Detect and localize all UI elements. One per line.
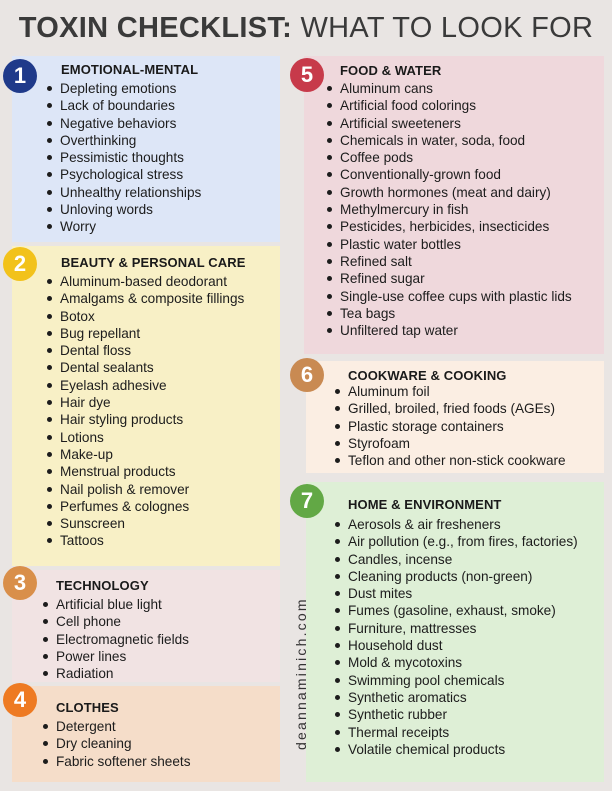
list-item: Perfumes & colognes bbox=[46, 498, 244, 515]
list-item: Artificial blue light bbox=[42, 596, 189, 613]
section-heading: COOKWARE & COOKING bbox=[348, 368, 507, 383]
list-item: Methylmercury in fish bbox=[326, 201, 572, 218]
title-rest: WHAT TO LOOK FOR bbox=[292, 12, 594, 44]
section-heading: CLOTHES bbox=[56, 700, 119, 715]
list-item: Styrofoam bbox=[334, 435, 566, 452]
item-list bbox=[42, 596, 189, 682]
list-item: Aluminum cans bbox=[326, 80, 572, 97]
section-number-badge: 4 bbox=[3, 683, 37, 717]
list-item: Artificial sweeteners bbox=[326, 115, 572, 132]
list-item: Depleting emotions bbox=[46, 80, 201, 97]
list-item: Botox bbox=[46, 308, 244, 325]
list-item: Dental floss bbox=[46, 342, 244, 359]
list-item: Growth hormones (meat and dairy) bbox=[326, 184, 572, 201]
list-item: Teflon and other non-stick cookware bbox=[334, 452, 566, 469]
item-list bbox=[334, 383, 566, 469]
list-item: Negative behaviors bbox=[46, 115, 201, 132]
list-item: Swimming pool chemicals bbox=[334, 672, 578, 689]
list-item: Bug repellant bbox=[46, 325, 244, 342]
list-item: Unfiltered tap water bbox=[326, 322, 572, 339]
list-item: Lotions bbox=[46, 429, 244, 446]
list-item: Refined salt bbox=[326, 253, 572, 270]
list-item: Worry bbox=[46, 218, 201, 235]
list-item: Aerosols & air fresheners bbox=[334, 516, 578, 533]
section-beauty-personal-care bbox=[12, 246, 280, 566]
list-item: Thermal receipts bbox=[334, 724, 578, 741]
list-item: Psychological stress bbox=[46, 166, 201, 183]
section-heading: FOOD & WATER bbox=[340, 63, 442, 78]
list-item: Single-use coffee cups with plastic lids bbox=[326, 288, 572, 305]
list-item: Chemicals in water, soda, food bbox=[326, 132, 572, 149]
list-item: Pesticides, herbicides, insecticides bbox=[326, 218, 572, 235]
list-item: Dental sealants bbox=[46, 359, 244, 376]
list-item: Aluminum foil bbox=[334, 383, 566, 400]
list-item: Aluminum-based deodorant bbox=[46, 273, 244, 290]
section-heading: EMOTIONAL-MENTAL bbox=[61, 62, 199, 77]
list-item: Make-up bbox=[46, 446, 244, 463]
list-item: Unhealthy relationships bbox=[46, 184, 201, 201]
list-item: Fabric softener sheets bbox=[42, 753, 191, 770]
list-item: Cell phone bbox=[42, 613, 189, 630]
section-number-badge: 2 bbox=[3, 247, 37, 281]
list-item: Lack of boundaries bbox=[46, 97, 201, 114]
list-item: Air pollution (e.g., from fires, factories) bbox=[334, 533, 578, 550]
list-item: Cleaning products (non-green) bbox=[334, 568, 578, 585]
item-list bbox=[46, 273, 244, 550]
list-item: Menstrual products bbox=[46, 463, 244, 480]
list-item: Hair styling products bbox=[46, 411, 244, 428]
section-number-badge: 6 bbox=[290, 358, 324, 392]
section-heading: TECHNOLOGY bbox=[56, 578, 149, 593]
list-item: Coffee pods bbox=[326, 149, 572, 166]
list-item: Overthinking bbox=[46, 132, 201, 149]
list-item: Furniture, mattresses bbox=[334, 620, 578, 637]
list-item: Detergent bbox=[42, 718, 191, 735]
list-item: Unloving words bbox=[46, 201, 201, 218]
list-item: Fumes (gasoline, exhaust, smoke) bbox=[334, 602, 578, 619]
list-item: Mold & mycotoxins bbox=[334, 654, 578, 671]
list-item: Dry cleaning bbox=[42, 735, 191, 752]
section-number-badge: 1 bbox=[3, 59, 37, 93]
title-bold: TOXIN CHECKLIST: bbox=[18, 12, 293, 44]
list-item: Plastic water bottles bbox=[326, 236, 572, 253]
section-clothes bbox=[12, 686, 280, 782]
list-item: Eyelash adhesive bbox=[46, 377, 244, 394]
section-emotional-mental bbox=[12, 56, 280, 242]
section-heading: HOME & ENVIRONMENT bbox=[348, 497, 502, 512]
list-item: Tattoos bbox=[46, 532, 244, 549]
list-item: Plastic storage containers bbox=[334, 418, 566, 435]
section-food-water bbox=[300, 56, 604, 354]
section-cookware-cooking bbox=[300, 361, 604, 473]
list-item: Tea bags bbox=[326, 305, 572, 322]
list-item: Candles, incense bbox=[334, 551, 578, 568]
list-item: Power lines bbox=[42, 648, 189, 665]
section-heading: BEAUTY & PERSONAL CARE bbox=[61, 255, 246, 270]
list-item: Synthetic aromatics bbox=[334, 689, 578, 706]
list-item: Amalgams & composite fillings bbox=[46, 290, 244, 307]
list-item: Grilled, broiled, fried foods (AGEs) bbox=[334, 400, 566, 417]
list-item: Nail polish & remover bbox=[46, 481, 244, 498]
list-item: Radiation bbox=[42, 665, 189, 682]
item-list bbox=[42, 718, 191, 770]
list-item: Refined sugar bbox=[326, 270, 572, 287]
item-list bbox=[334, 516, 578, 758]
list-item: Synthetic rubber bbox=[334, 706, 578, 723]
list-item: Conventionally-grown food bbox=[326, 166, 572, 183]
list-item: Sunscreen bbox=[46, 515, 244, 532]
website-url: deannaminich.com bbox=[293, 597, 309, 750]
list-item: Dust mites bbox=[334, 585, 578, 602]
section-number-badge: 3 bbox=[3, 566, 37, 600]
item-list bbox=[326, 80, 572, 339]
list-item: Household dust bbox=[334, 637, 578, 654]
list-item: Hair dye bbox=[46, 394, 244, 411]
section-number-badge: 5 bbox=[290, 58, 324, 92]
page-title bbox=[0, 12, 612, 45]
list-item: Electromagnetic fields bbox=[42, 631, 189, 648]
item-list bbox=[46, 80, 201, 236]
section-number-badge: 7 bbox=[290, 484, 324, 518]
list-item: Volatile chemical products bbox=[334, 741, 578, 758]
list-item: Artificial food colorings bbox=[326, 97, 572, 114]
list-item: Pessimistic thoughts bbox=[46, 149, 201, 166]
section-technology bbox=[12, 570, 280, 682]
